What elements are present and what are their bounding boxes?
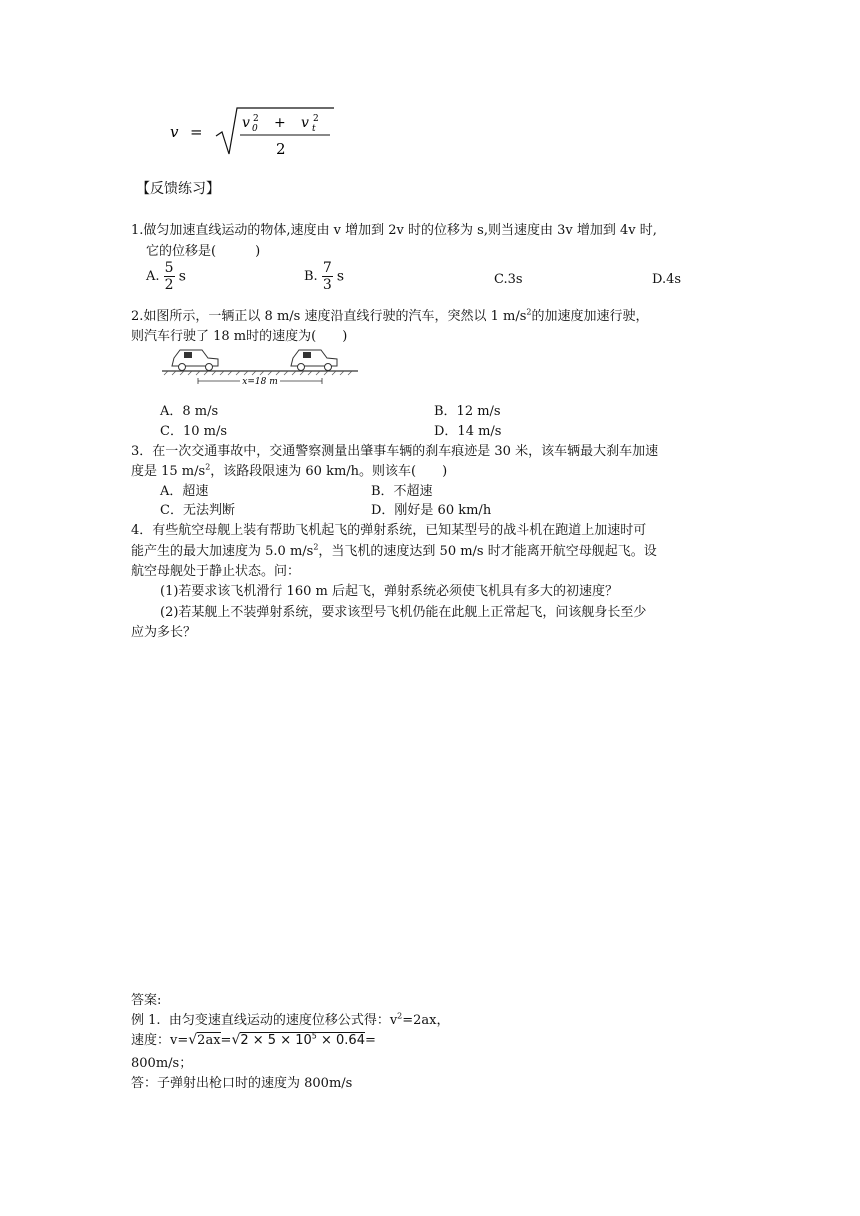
- q1-line2: 它的位移是( ): [146, 244, 261, 259]
- svg-text:0: 0: [252, 124, 258, 134]
- formula-lhs: v: [170, 123, 179, 141]
- answer-heading: 答案:: [131, 993, 162, 1008]
- svg-text:t: t: [312, 124, 316, 134]
- distance-label: x=18 m: [242, 377, 278, 385]
- q3-line2: 度是 15 $m/s^2$，该路段限速为 60 km/h。则该车( ): [131, 462, 448, 479]
- q1-line1: 1.做匀加速直线运动的物体,速度由 v 增加到 2v 时的位移为 s,则当速度由 3v 增加到 4v 时,: [131, 223, 657, 238]
- q4-sub2-line1: (2)若某舰上不装弹射系统，要求该型号飞机仍能在此舰上正常起飞，问该舰身长至少: [160, 605, 647, 620]
- q2-option-a: A．8 m/s: [160, 404, 219, 419]
- formula-equals: =: [190, 123, 203, 141]
- q2-option-d: D．14 m/s: [434, 424, 502, 439]
- q3-option-a: A．超速: [160, 484, 209, 499]
- q1-option-b: B. $\frac{7}{3}$ s: [304, 260, 345, 293]
- q4-line3: 航空母舰处于静止状态。问：: [131, 564, 301, 579]
- car-left-icon: [172, 350, 218, 371]
- q2-line1: 2.如图所示，一辆正以 8 m/s 速度沿直线行驶的汽车，突然以 1 $m/s^2$的加速度加速行驶，: [131, 307, 649, 324]
- svg-text:+: +: [274, 115, 286, 131]
- q4-sub1: (1)若要求该飞机滑行 160 m 后起飞，弹射系统必须使飞机具有多大的初速度？: [160, 584, 618, 599]
- formula-denominator: 2: [276, 140, 286, 158]
- answer-final: 答：子弹射出枪口时的速度为 800m/s: [131, 1076, 353, 1091]
- q2-line2: 则汽车行驶了 18 m时的速度为( ): [131, 329, 348, 344]
- answer-result: 800m/s；: [131, 1056, 193, 1071]
- q3-option-c: C．无法判断: [160, 503, 235, 518]
- q4-sub2-line2: 应为多长？: [131, 625, 197, 640]
- answer-speed: 速度：$v=√2ax=√2 \times 5 \times 10^5 \times 0.64=$: [131, 1031, 376, 1048]
- q3-option-b: B．不超速: [371, 484, 433, 499]
- q1-option-a: A. $\frac{5}{2}$ s: [146, 260, 186, 293]
- q4-line1: 4．有些航空母舰上装有帮助飞机起飞的弹射系统，已知某型号的战斗机在跑道上加速时可: [131, 523, 647, 538]
- q4-line2: 能产生的最大加速度为 5.0 $m/s^2$，当飞机的速度达到 50 m/s 时才能离开航空母舰起飞。设: [131, 542, 657, 559]
- svg-text:2: 2: [313, 114, 319, 124]
- q2-option-c: C．10 m/s: [160, 424, 227, 439]
- svg-text:2: 2: [253, 114, 259, 124]
- q1-option-d: D.4s: [652, 272, 682, 287]
- formula-v0: v: [242, 115, 250, 131]
- q2-option-b: B．12 m/s: [434, 404, 501, 419]
- q3-option-d: D．刚好是 60 km/h: [371, 503, 492, 518]
- q1-option-c: C.3s: [494, 272, 523, 287]
- q3-line1: 3．在一次交通事故中，交通警察测量出肇事车辆的刹车痕迹是 30 米，该车辆最大刹车加速: [131, 444, 659, 459]
- car-right-icon: [291, 350, 337, 371]
- formula-vt: v: [301, 115, 309, 131]
- velocity-formula: [166, 100, 346, 170]
- answer-example1: 例 1. 由匀变速直线运动的速度位移公式得：$v^2=2ax$，: [131, 1011, 450, 1028]
- section-title: 【反馈练习】: [136, 181, 220, 197]
- car-diagram: [160, 340, 360, 385]
